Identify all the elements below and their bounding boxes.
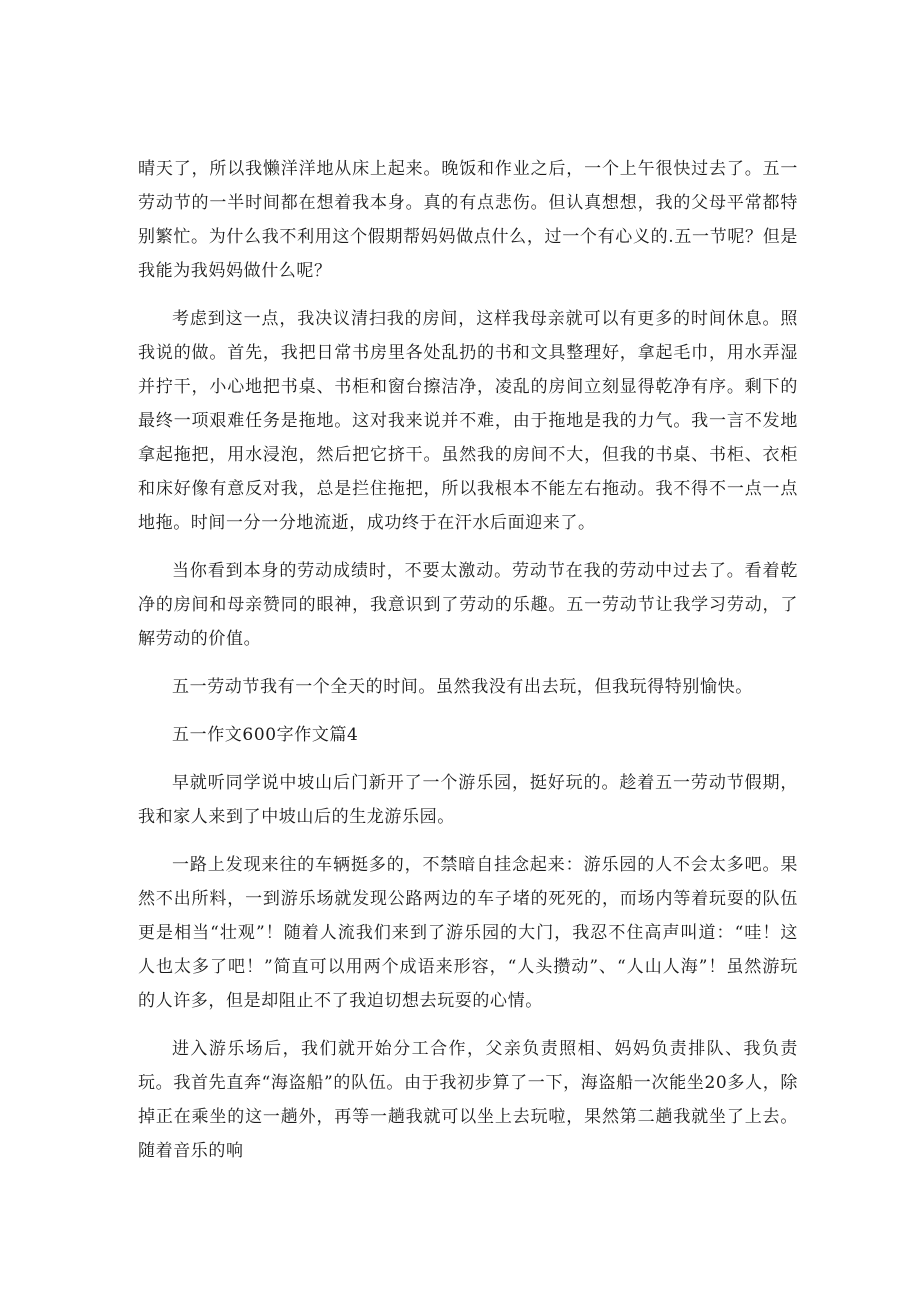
document-body	[138, 152, 798, 1182]
paragraph-7: 进入游乐场后，我们就开始分工合作，父亲负责照相、妈妈负责排队、我负责玩。我首先直奔“海盗船”的队伍。由于我初步算了一下，海盗船一次能坐20多人，除掉正在乘坐的这一趟外，再等一趟我就可以坐上去玩啦，果然第二趟我就坐了上去。随着音乐的响	[138, 1039, 798, 1161]
section-heading: 五一作文600字作文篇4	[172, 725, 359, 745]
paragraph-4: 五一劳动节我有一个全天的时间。虽然我没有出去玩，但我玩得特别愉快。	[172, 677, 753, 697]
paragraph-1: 晴天了，所以我懒洋洋地从床上起来。晚饭和作业之后，一个上午很快过去了。五一劳动节的一半时间都在想着我本身。真的有点悲伤。但认真想想，我的父母平常都特别繁忙。为什么我不利用这个假期帮妈妈做点什么，过一个有心义的.五一节呢？但是我能为我妈妈做什么呢？	[138, 159, 798, 281]
paragraph-6: 一路上发现来往的车辆挺多的，不禁暗自挂念起来：游乐园的人不会太多吧。果然不出所料，一到游乐场就发现公路两边的车子堵的死死的，而场内等着玩耍的队伍更是相当“壮观”！随着人流我们来到了游乐园的大门，我忍不住高声叫道：“哇！这人也太多了吧！”简直可以用两个成语来形容，“人头攒动”、“人山人海”！虽然游玩的人许多，但是却阻止不了我迫切想去玩耍的心情。	[138, 855, 798, 1011]
paragraph-3: 当你看到本身的劳动成绩时，不要太激动。劳动节在我的劳动中过去了。看着乾净的房间和母亲赞同的眼神，我意识到了劳动的乐趣。五一劳动节让我学习劳动，了解劳动的价值。	[138, 561, 798, 649]
paragraph-2: 考虑到这一点，我决议清扫我的房间，这样我母亲就可以有更多的时间休息。照我说的做。首先，我把日常书房里各处乱扔的书和文具整理好，拿起毛巾，用水弄湿并拧干，小心地把书桌、书柜和窗台擦洁净，凌乱的房间立刻显得乾净有序。剩下的最终一项艰难任务是拖地。这对我来说并不难，由于拖地是我的力气。我一言不发地拿起拖把，用水浸泡，然后把它挤干。虽然我的房间不大，但我的书桌、书柜、衣柜和床好像有意反对我，总是拦住拖把，所以我根本不能左右拖动。我不得不一点一点地拖。时间一分一分地流逝，成功终于在汗水后面迎来了。	[138, 309, 798, 533]
paragraph-5: 早就听同学说中坡山后门新开了一个游乐园，挺好玩的。趁着五一劳动节假期，我和家人来到了中坡山后的生龙游乐园。	[138, 773, 798, 827]
